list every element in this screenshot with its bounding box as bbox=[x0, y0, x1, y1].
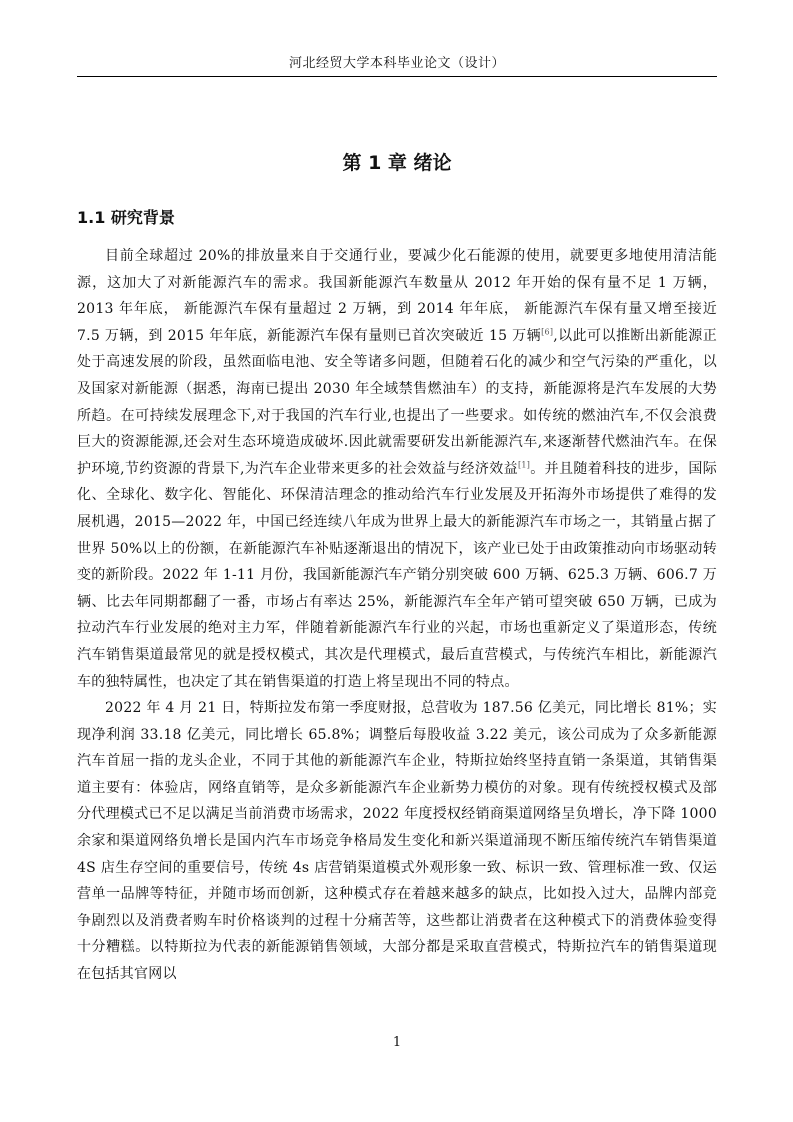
text-run: 。并且随着科技的进步，国际化、全球化、数字化、智能化、环保清洁理念的推动给汽车行业发展及开拓海外市场提供了难得的发展机遇，2015—2022 年，中国已经连续八年成为世界上最大的新能源汽车市场之一，其销量占据了世界 50%以上的份额，在新能源汽车补贴逐渐退出的情况下，该产业已处于由政策推动向市场驱动转变的新阶段。2022 年 1-11 月份，我国新能源汽车产销分别突破 600 万辆、625.3 万辆、606.7 万辆、比去年同期都翻了一番，市场占有率达 25%，新能源汽车全年产销可望突破 650 万辆，已成为拉动汽车行业发展的绝对主力军，伴随着新能源汽车行业的兴起，市场也重新定义了渠道形态，传统汽车销售渠道最常见的就是授权模式，其次是代理模式，最后直营模式，与传统汽车相比，新能源汽车的独特属性，也决定了其在销售渠道的打造上将呈现出不同的特点。 bbox=[77, 460, 718, 690]
citation-ref: [1] bbox=[518, 460, 531, 470]
section-heading: 1.1 研究背景 bbox=[77, 208, 175, 227]
page-number: 1 bbox=[392, 1035, 402, 1050]
text-run: 2022 年 4 月 21 日，特斯拉发布第一季度财报，总营收为 187.56 亿美元，同比增长 81%；实现净利润 33.18 亿美元，同比增长 65.8%；调整后每股收益 3.22 美元，该公司成为了众多新能源汽车首屈一指的龙头企业，不同于其他的新能源汽车企业，特斯拉始终坚持直销一条渠道，其销售渠道主要有：体验店，网络直销等，是众多新能源汽车企业新势力模仿的对象。现有传统授权模式及部分代理模式已不足以满足当前消费市场需求，2022 年度授权经销商渠道网络呈负增长，净下降 1000 余家和渠道网络负增长是国内汽车市场竞争格局发生变化和新兴渠道涌现不断压缩传统汽车销售渠道 4S 店生存空间的重要信号，传统 4s 店营销渠道模式外观形象一致、标识一致、管理标准一致、仅运营单一品牌等特征，并随市场而创新，这种模式存在着越来越多的缺点，比如投入过大，品牌内部竞争剧烈以及消费者购车时价格谈判的过程十分痛苦等，这些都让消费者在这种模式下的消费体验变得十分糟糕。以特斯拉为代表的新能源销售领域，大部分都是采取直营模式，特斯拉汽车的销售渠道现在包括其官网以 bbox=[77, 700, 717, 983]
header-rule bbox=[77, 76, 717, 77]
text-run: ,以此可以推断出新能源正处于高速发展的阶段，虽然面临电池、安全等诸多问题，但随着石化的减少和空气污染的严重化，以及国家对新能源（据悉，海南已提出 2030 年全域禁售燃油车）的支持，新能源将是汽车发展的大势所趋。在可持续发展理念下,对于我国的汽车行业,也提出了一些要求。如传统的燃油汽车,不仅会浪费巨大的资源能源,还会对生态环境造成破坏.因此就需要研发出新能源汽车,来逐渐替代燃油汽车。在保护环境,节约资源的背景下,为汽车企业带来更多的社会效益与经济效益 bbox=[77, 327, 717, 477]
chapter-title: 第 1 章 绪论 bbox=[342, 152, 452, 174]
paragraph bbox=[77, 243, 717, 695]
citation-ref: [6] bbox=[541, 327, 554, 337]
paragraph bbox=[77, 695, 717, 988]
text-run: 目前全球超过 20%的排放量来自于交通行业，要减少化石能源的使用，就要更多地使用清洁能源，这加大了对新能源汽车的需求。我国新能源汽车数量从 2012 年开始的保有量不足 1 万辆，2013 年年底， 新能源汽车保有量超过 2 万辆，到 2014 年年底， 新能源汽车保有量又增至接近 7.5 万辆，到 2015 年年底，新能源汽车保有量则已首次突破近 15 万辆 bbox=[77, 248, 717, 344]
body-text bbox=[77, 243, 717, 988]
running-header: 河北经贸大学本科毕业论文（设计） bbox=[288, 56, 505, 71]
